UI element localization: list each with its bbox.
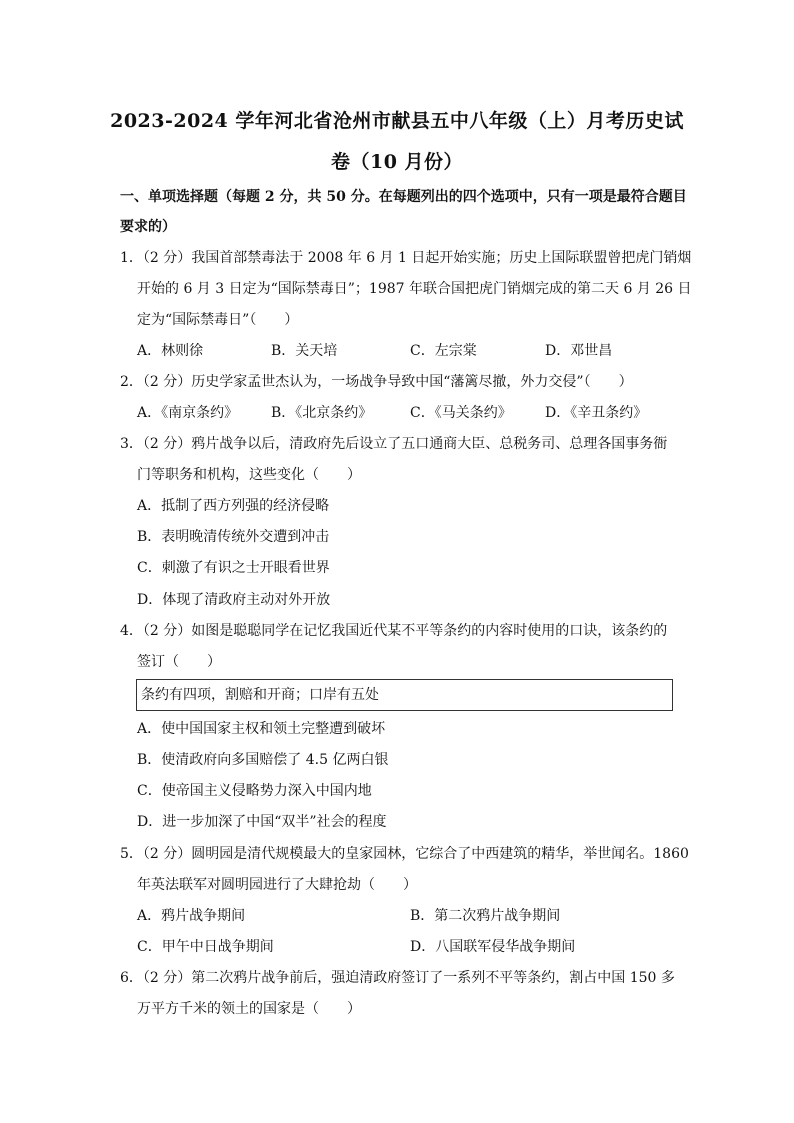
q4-stem-line2: 签订（ ） (137, 654, 221, 670)
q3-option-d: D．体现了清政府主动对外开放 (137, 592, 331, 608)
q2-option-c: C．《马关条约》 (410, 405, 512, 421)
exam-title-line2: 卷（10 月份） (330, 151, 464, 173)
q4-stem-line1: 4．（2 分）如图是聪聪同学在记忆我国近代某不平等条约的内容时使用的口诀，该条约的 (120, 623, 668, 639)
q5-option-c: C．甲午中日战争期间 (137, 939, 274, 955)
q3-option-a: A．抵制了西方列强的经济侵略 (137, 498, 330, 514)
q1-stem-line2: 开始的 6 月 3 日定为“国际禁毒日”；1987 年联合国把虎门销烟完成的第二天 6 月 26 日 (137, 281, 692, 297)
q1-stem-line3: 定为“国际禁毒日”（ ） (137, 312, 299, 328)
q4-option-c: C．使帝国主义侵略势力深入中国内地 (137, 783, 372, 799)
q6-stem-line1: 6．（2 分）第二次鸦片战争前后，强迫清政府签订了一系列不平等条约，割占中国 150 多 (120, 970, 675, 986)
q6-stem-line2: 万平方千米的领土的国家是（ ） (137, 1001, 361, 1017)
q5-option-b: B．第二次鸦片战争期间 (410, 908, 561, 924)
q1-stem-line1: 1．（2 分）我国首部禁毒法于 2008 年 6 月 1 日起开始实施；历史上国际联盟曾把虎门销烟 (120, 250, 692, 266)
q5-option-d: D．八国联军侵华战争期间 (410, 939, 576, 955)
q4-mnemonic-box: 条约有四项，割赔和开商；口岸有五处 (136, 679, 673, 711)
q4-option-a: A．使中国国家主权和领土完整遭到破坏 (137, 721, 386, 737)
q2-option-b: B．《北京条约》 (271, 405, 373, 421)
q2-option-d: D．《辛丑条约》 (545, 405, 648, 421)
q3-option-c: C．刺激了有识之士开眼看世界 (137, 560, 330, 576)
q3-option-b: B．表明晚清传统外交遭到冲击 (137, 529, 330, 545)
q1-option-a: A．林则徐 (137, 343, 204, 359)
q1-option-d: D．邓世昌 (545, 343, 613, 359)
q5-option-a: A．鸦片战争期间 (137, 908, 246, 924)
q1-option-b: B．关天培 (271, 343, 338, 359)
exam-title-line1: 2023-2024 学年河北省沧州市献县五中八年级（上）月考历史试 (110, 110, 684, 132)
q4-option-b: B．使清政府向多国赔偿了 4.5 亿两白银 (137, 752, 389, 768)
q1-option-c: C．左宗棠 (410, 343, 477, 359)
q5-stem-line1: 5．（2 分）圆明园是清代规模最大的皇家园林，它综合了中西建筑的精华，举世闻名。1860 (120, 846, 689, 862)
q3-stem-line2: 门等职务和机构，这些变化（ ） (137, 467, 361, 483)
q3-stem-line1: 3．（2 分）鸦片战争以后，清政府先后设立了五口通商大臣、总税务司、总理各国事务衙 (120, 436, 668, 452)
q5-stem-line2: 年英法联军对圆明园进行了大肆抢劫（ ） (137, 877, 417, 893)
q4-option-d: D．进一步加深了中国“双半”社会的程度 (137, 814, 387, 830)
q2-option-a: A．《南京条约》 (137, 405, 239, 421)
q2-stem-line1: 2．（2 分）历史学家孟世杰认为，一场战争导致中国“藩篱尽撤，外力交侵”（ ） (120, 374, 633, 390)
section-heading-line1: 一、单项选择题（每题 2 分，共 50 分。在每题列出的四个选项中，只有一项是最符合题目 (120, 189, 687, 205)
section-heading-line2: 要求的） (120, 219, 176, 235)
